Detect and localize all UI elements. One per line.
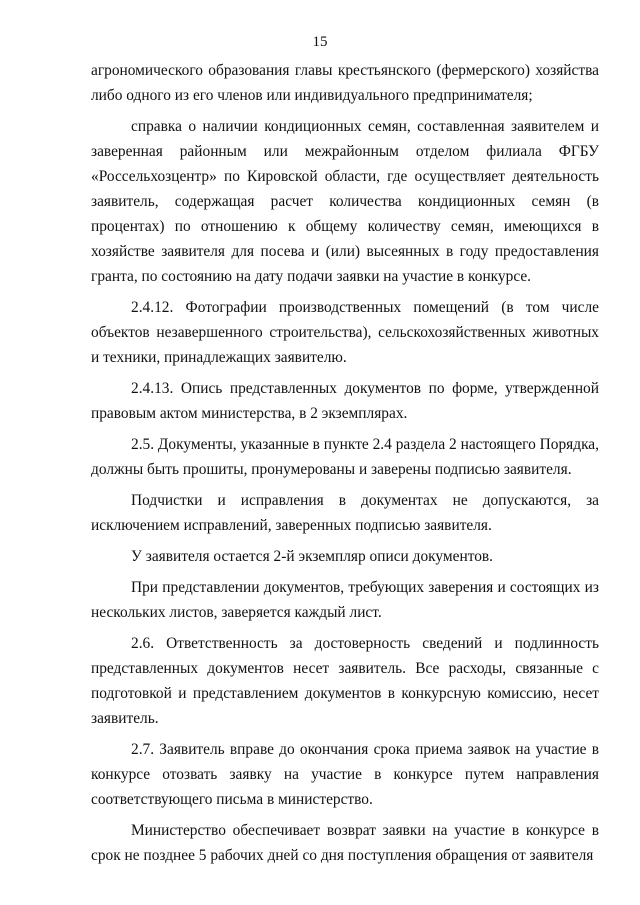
paragraph-2-5: 2.5. Документы, указанные в пункте 2.4 раздела 2 настоящего Порядка, должны быть прошиты, пронумерованы и заверены подписью заявителя. (91, 436, 599, 478)
paragraph-ministry-return: Министерство обеспечивает возврат заявки на участие в конкурсе в срок не позднее 5 рабочих дней со дня поступления обращения от заявителя (91, 822, 599, 864)
paragraph-2-4-12: 2.4.12. Фотографии производственных помещений (в том числе объектов незавершенного строительства), сельскохозяйственных животных и техники, принадлежащих заявителю. (91, 299, 599, 366)
page-number: 15 (312, 34, 328, 50)
paragraph-inventory-copy: У заявителя остается 2-й экземпляр описи документов. (131, 548, 494, 565)
paragraph-corrections: Подчистки и исправления в документах не допускаются, за исключением исправлений, заверенных подписью заявителя. (91, 492, 599, 534)
paragraph-2-4-13: 2.4.13. Опись представленных документов по форме, утвержденной правовым актом министерства, в 2 экземплярах. (91, 380, 599, 422)
paragraph-2-7: 2.7. Заявитель вправе до окончания срока приема заявок на участие в конкурсе отозвать заявку на участие в конкурсе путем направления соответствующего письма в министерство. (91, 741, 599, 808)
paragraph-seed-certificate: справка о наличии кондиционных семян, составленная заявителем и заверенная районным или межрайонным отделом филиала ФГБУ «Россельхозцентр» по Кировской области, где осуществляет деятельность заявитель, содержащая расчет количества кондиционных семян (в процентах) по отношению к общему количеству семян, имеющихся в хозяйстве заявителя для посева и (или) высеянных в году предоставления гранта, по состоянию на дату подачи заявки на участие в конкурсе. (91, 118, 599, 285)
paragraph-multi-sheet: При представлении документов, требующих заверения и состоящих из нескольких листов, заверяется каждый лист. (91, 579, 599, 621)
paragraph-2-6: 2.6. Ответственность за достоверность сведений и подлинность представленных документов несет заявитель. Все расходы, связанные с подготовкой и представлением документов в конкурсную комиссию, несет заявитель. (91, 635, 599, 727)
paragraph-education: агрономического образования главы крестьянского (фермерского) хозяйства либо одного из его членов или индивидуального предпринимателя; (91, 62, 599, 104)
document-body (91, 58, 599, 874)
